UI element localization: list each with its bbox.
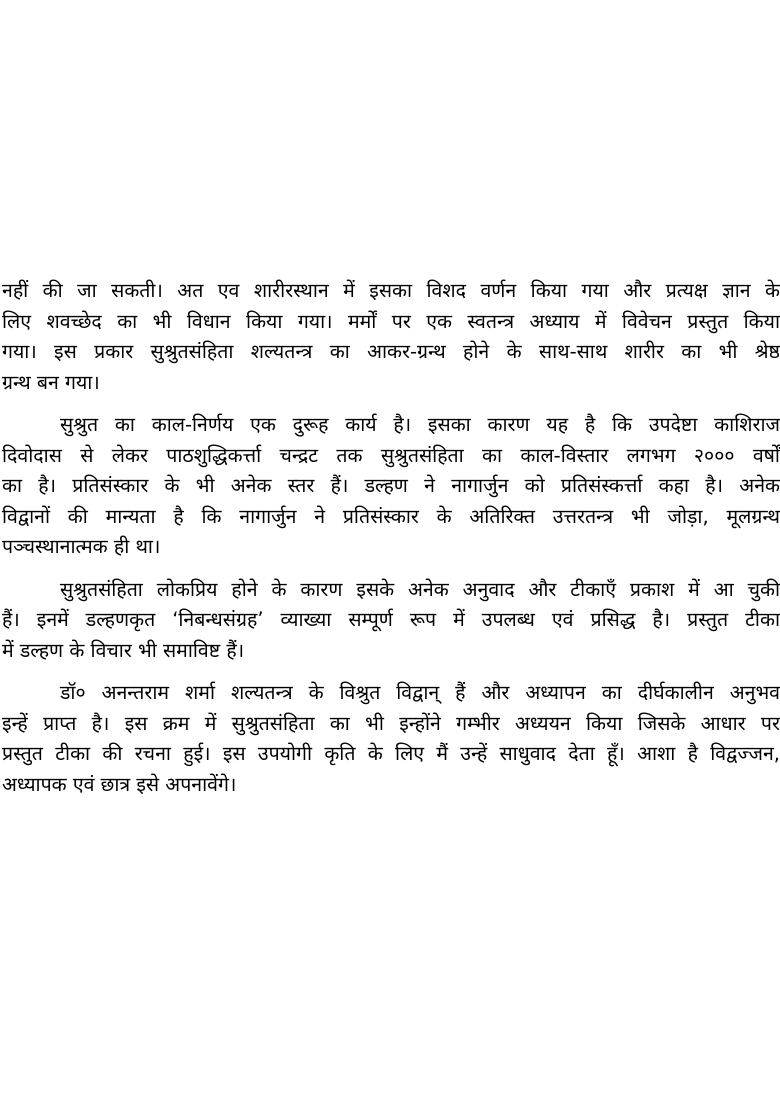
paragraph-4 [0,678,780,800]
text-line: लिए शवच्छेद का भी विधान किया गया। मर्मों पर एक स्वतन्त्र अध्याय में विवेचन प्रस्तुत किया [2,309,780,333]
text-line: प्रस्तुत टीका की रचना हुई। इस उपयोगी कृति के लिए मैं उन्हें साधुवाद देता हूँ। आशा है विद्वज्जन, [2,742,780,765]
paragraph-2 [0,410,780,563]
paragraph-1 [0,276,780,398]
document-page [0,276,780,800]
text-line: विद्वानों की मान्यता है कि नागार्जुन ने प्रतिसंस्कार के अतिरिक्त उत्तरतन्त्र भी जोड़ा, मूलग्रन्थ [2,504,780,528]
text-line: गया। इस प्रकार सुश्रुतसंहिता शल्यतन्त्र का आकर-ग्रन्थ होने के साथ-साथ शारीर का भी श्रेष्ठ [2,340,780,363]
paragraph-3 [0,575,780,667]
paragraph-gap [0,398,780,410]
text-line: अध्यापक एवं छात्र इसे अपनावेंगे। [2,772,237,796]
text-line: नहीं की जा सकती। अत एव शारीरस्थान में इसका विशद वर्णन किया गया और प्रत्यक्ष ज्ञान के [2,279,780,302]
text-line: डॉ० अनन्तराम शर्मा शल्यतन्त्र के विश्रुत विद्वान् हैं और अध्यापन का दीर्घकालीन अनुभव [60,681,780,704]
text-line: सुश्रुत का काल-निर्णय एक दुरूह कार्य है। इसका कारण यह है कि उपदेष्टा काशिराज [60,413,780,436]
text-line: इन्हें प्राप्त है। इस क्रम में सुश्रुतसंहिता का भी इन्होंने गम्भीर अध्ययन किया जिसके आधार पर [2,711,780,735]
text-line: ग्रन्थ बन गया। [2,370,100,394]
text-line: हैं। इनमें डल्हणकृत ‘निबन्धसंग्रह’ व्याख्या सम्पूर्ण रूप में उपलब्ध एवं प्रसिद्ध है। प्रस्तुत टीका [2,608,780,631]
text-line: पञ्चस्थानात्मक ही था। [2,535,161,558]
paragraph-gap [0,563,780,575]
text-line: का है। प्रतिसंस्कार के भी अनेक स्तर हैं। डल्हण ने नागार्जुन को प्रतिसंस्कर्त्ता कहा है। अनेक [2,474,780,497]
text-line: में डल्हण के विचार भी समाविष्ट हैं। [2,638,245,662]
text-line: दिवोदास से लेकर पाठशुद्धिकर्त्ता चन्द्रट तक सुश्रुतसंहिता का काल-विस्तार लगभग २००० वर्षों [2,443,780,467]
text-line: सुश्रुतसंहिता लोकप्रिय होने के कारण इसके अनेक अनुवाद और टीकाएँ प्रकाश में आ चुकी [60,577,780,601]
paragraph-gap [0,666,780,678]
